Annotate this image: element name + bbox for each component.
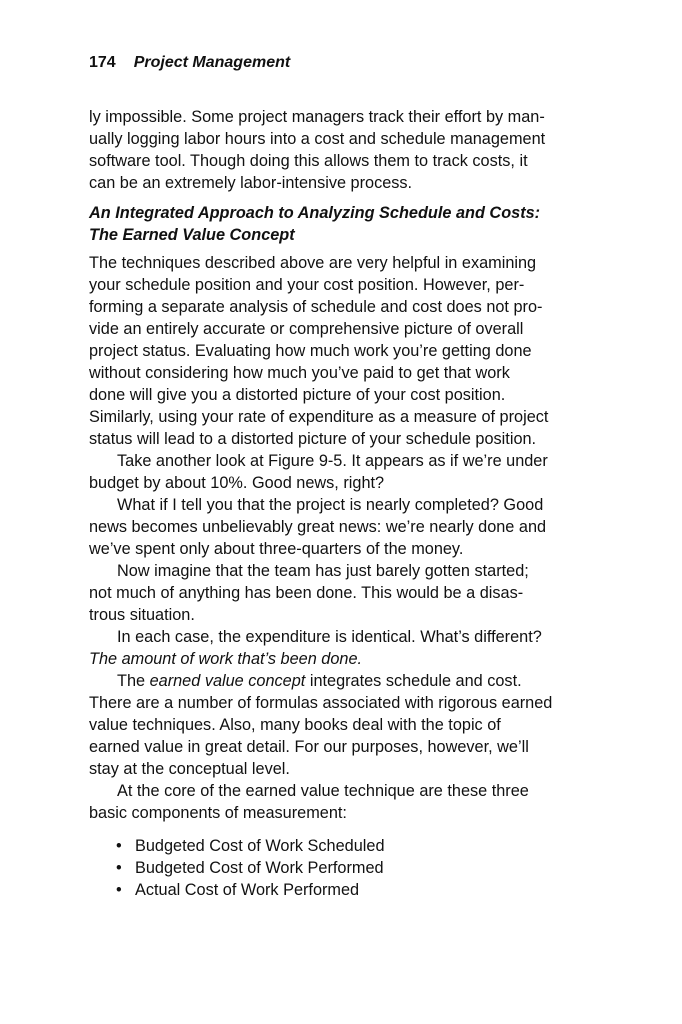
text-line: [89, 670, 609, 692]
paragraph-imagine: [89, 560, 609, 626]
text-line: status will lead to a distorted picture of your schedule position.: [89, 430, 537, 448]
text-line: basic components of measurement:: [89, 804, 347, 822]
paragraph-techniques: [89, 252, 609, 450]
section-heading: [89, 202, 609, 246]
text-line: done will give you a distorted picture of your cost position.: [89, 386, 506, 404]
page-number: 174: [89, 54, 116, 71]
text-line: we’ve spent only about three-quarters of the money.: [89, 540, 464, 558]
text-line: Similarly, using your rate of expenditure as a measure of project: [89, 408, 549, 426]
text-line: project status. Evaluating how much work you’re getting done: [89, 342, 532, 360]
text-line: news becomes unbelievably great news: we’re nearly done and: [89, 518, 547, 536]
text-line: Now imagine that the team has just barely gotten started;: [117, 562, 529, 580]
bullet-list: [89, 835, 609, 901]
text-line: earned value in great detail. For our purposes, however, we’ll: [89, 738, 529, 756]
text-line: trous situation.: [89, 606, 195, 624]
text-line: software tool. Though doing this allows them to track costs, it: [89, 152, 528, 170]
paragraph-figure: [89, 450, 609, 494]
section-heading-line: The Earned Value Concept: [89, 226, 295, 244]
text-run: integrates schedule and cost.: [305, 672, 522, 690]
list-item: [113, 857, 609, 879]
intro-paragraph: [89, 106, 609, 194]
page-body: [89, 106, 609, 901]
text-line: budget by about 10%. Good news, right?: [89, 474, 385, 492]
text-line: There are a number of formulas associated with rigorous earned: [89, 694, 553, 712]
text-line: can be an extremely labor-intensive process.: [89, 174, 413, 192]
text-line: The techniques described above are very helpful in examining: [89, 254, 537, 272]
text-line: At the core of the earned value technique are these three: [117, 782, 529, 800]
list-item-text: Budgeted Cost of Work Scheduled: [135, 837, 385, 855]
section-heading-line: An Integrated Approach to Analyzing Schedule and Costs:: [89, 204, 541, 222]
text-line: What if I tell you that the project is nearly completed? Good: [117, 496, 544, 514]
bullet-symbol: •: [116, 881, 122, 899]
bullet-symbol: •: [116, 837, 122, 855]
text-run: The: [117, 672, 150, 690]
list-item-text: Budgeted Cost of Work Performed: [135, 859, 384, 877]
bullet-symbol: •: [116, 859, 122, 877]
paragraph-what-if: [89, 494, 609, 560]
italic-term: earned value concept: [149, 672, 306, 690]
text-line: In each case, the expenditure is identical. What’s different?: [117, 628, 542, 646]
text-line: without considering how much you’ve paid to get that work: [89, 364, 510, 382]
paragraph-core: [89, 780, 609, 824]
list-item-text: Actual Cost of Work Performed: [135, 881, 360, 899]
text-line: value techniques. Also, many books deal with the topic of: [89, 716, 501, 734]
running-head: [89, 52, 609, 74]
text-line: not much of anything has been done. This would be a disas-: [89, 584, 524, 602]
text-line: Take another look at Figure 9-5. It appears as if we’re under: [117, 452, 548, 470]
list-item: [113, 879, 609, 901]
text-line: your schedule position and your cost position. However, per-: [89, 276, 525, 294]
text-line: ually logging labor hours into a cost and schedule management: [89, 130, 546, 148]
running-title: Project Management: [133, 54, 291, 71]
paragraph-earned-value: [89, 670, 609, 780]
italic-text-line: The amount of work that’s been done.: [89, 650, 363, 668]
text-line: vide an entirely accurate or comprehensive picture of overall: [89, 320, 524, 338]
list-item: [113, 835, 609, 857]
text-line: stay at the conceptual level.: [89, 760, 290, 778]
book-page: [89, 52, 609, 901]
paragraph-each-case: [89, 626, 609, 670]
text-line: ly impossible. Some project managers track their effort by man-: [89, 108, 545, 126]
text-line: forming a separate analysis of schedule and cost does not pro-: [89, 298, 543, 316]
